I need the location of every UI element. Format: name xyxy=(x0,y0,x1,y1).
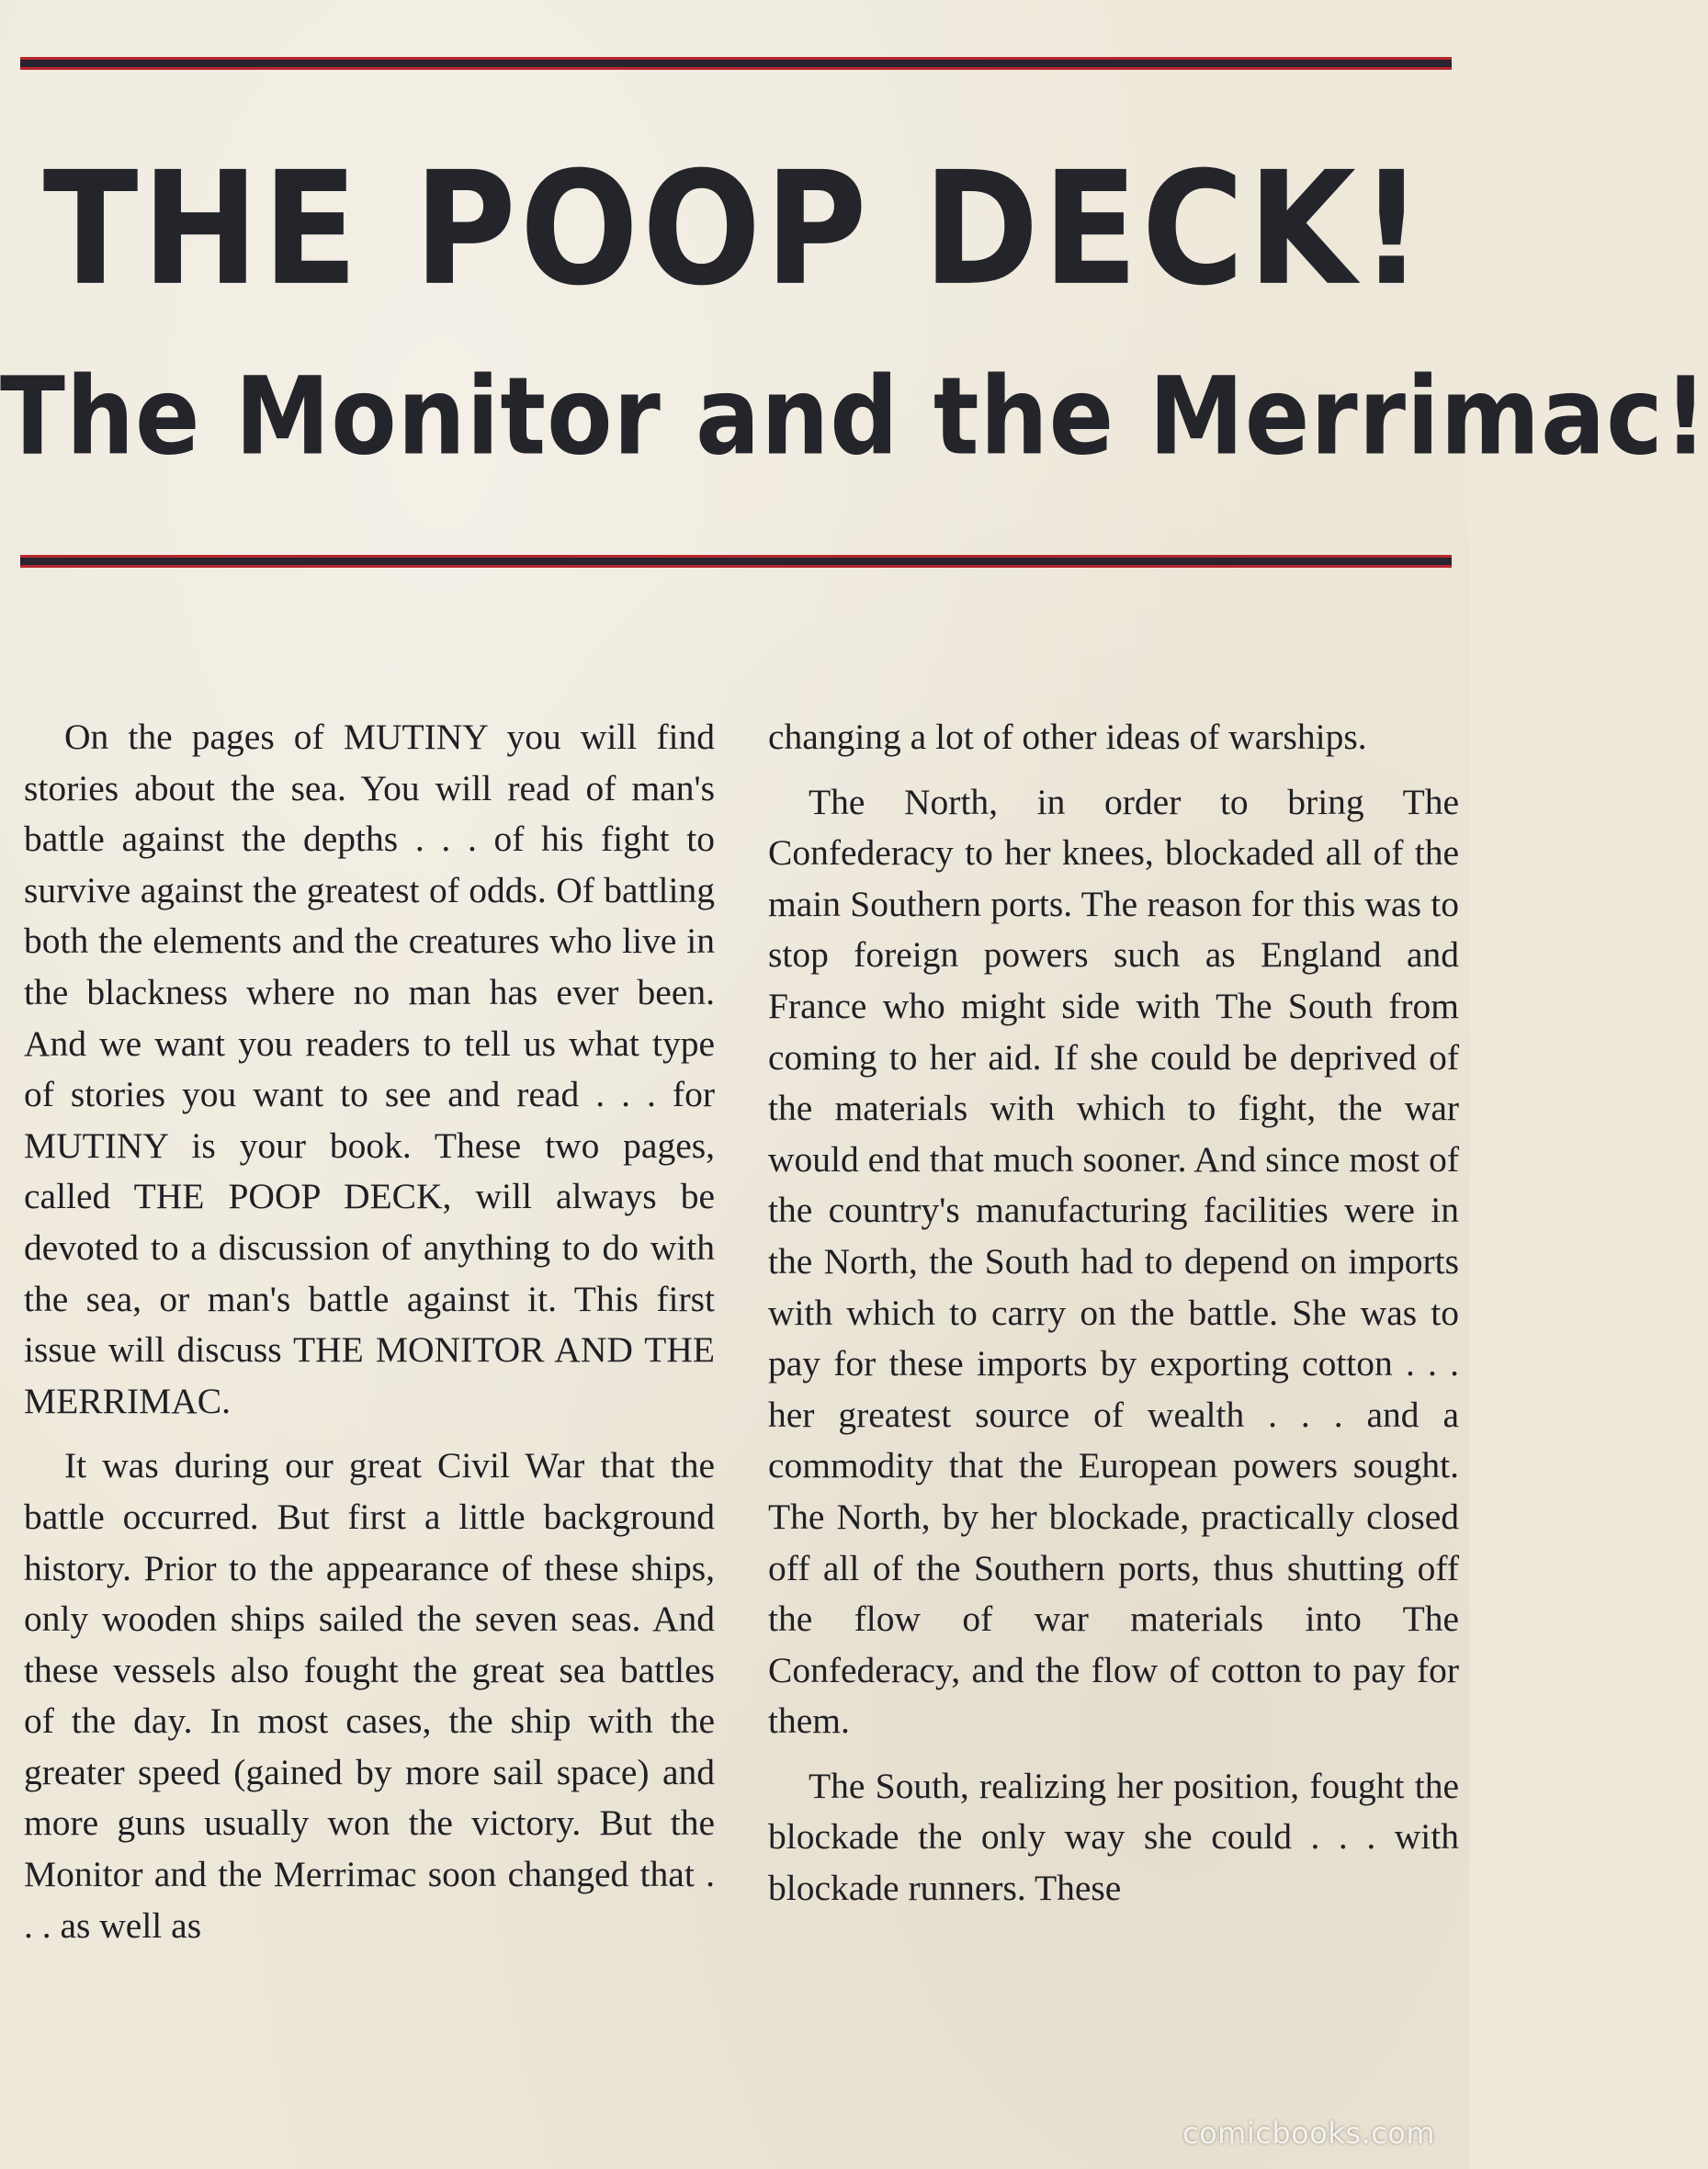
article-column-left xyxy=(24,712,715,1965)
page-title: THE POOP DECK! xyxy=(42,138,1428,321)
paragraph: The North, in order to bring The Confederacy to her knees, blockaded all of the main Southern ports. The reason for this was to stop foreign powers such as England and France who might side with The South from coming to her aid. If she could be deprived of the materials with which to fight, the war would end that much sooner. And since most of the country's manufacturing facilities were in the North, the South had to depend on imports with which to carry on the battle. She was to pay for these imports by exporting cotton . . . her greatest source of wealth . . . and a commodity that the European powers sought. The North, by her blockade, practically closed off all of the Southern ports, thus shutting off the flow of war materials into The Confederacy, and the flow of cotton to pay for them. xyxy=(768,781,1459,1742)
top-rule xyxy=(20,57,1452,70)
article-column-right xyxy=(768,712,1459,1928)
paragraph: The South, realizing her position, fought the blockade the only way she could . . . with blockade runners. These xyxy=(768,1765,1459,1909)
paragraph: It was during our great Civil War that the battle occurred. But first a little background history. Prior to the appearance of these ships, only wooden ships sailed the seven seas. And these vessels also fought the great sea battles of the day. In most cases, the ship with the greater speed (gained by more sail space) and more guns usually won the victory. But the Monitor and the Merrimac soon changed that . . . as well as xyxy=(24,1445,715,1946)
watermark: comicbooks.com xyxy=(1182,2116,1435,2151)
paragraph: On the pages of MUTINY you will find stories about the sea. You will read of man's battle against the depths . . . of his fight to survive against the greatest of odds. Of battling both the elements and the creatures who live in the blackness where no man has ever been. And we want you readers to tell us what type of stories you want to see and read . . . for MUTINY is your book. These two pages, called THE POOP DECK, will always be devoted to a discussion of anything to do with the sea, or man's battle against it. This first issue will discuss THE MONITOR AND THE MERRIMAC. xyxy=(24,717,715,1421)
bottom-rule xyxy=(20,555,1452,568)
paragraph: changing a lot of other ideas of warships. xyxy=(768,717,1367,757)
page-subtitle: The Monitor and the Merrimac! xyxy=(0,354,1708,480)
